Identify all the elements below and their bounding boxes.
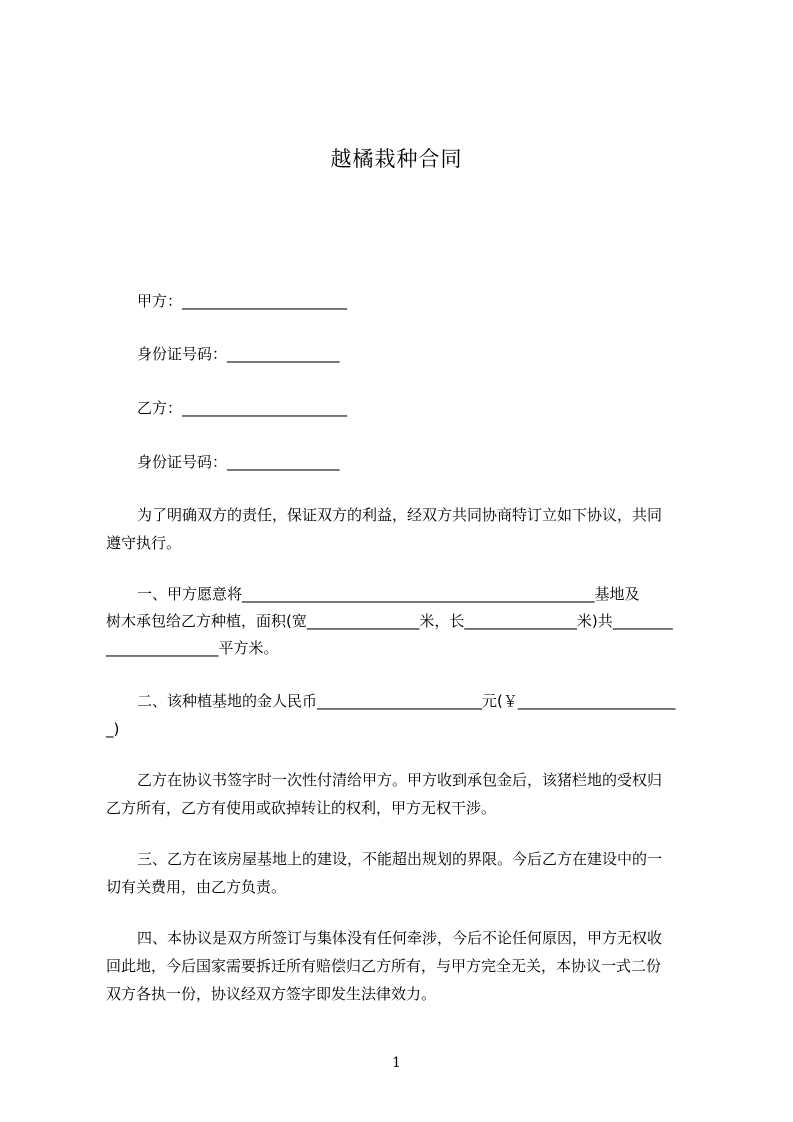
page-number: 1 bbox=[392, 1055, 401, 1071]
clause-4-line-1: 四、本协议是双方所签订与集体没有任何牵涉，今后不论任何原因，甲方无权收 bbox=[137, 929, 663, 947]
document-title: 越橘栽种合同 bbox=[330, 147, 463, 171]
party-a-line: 甲方：______________________ bbox=[137, 292, 348, 310]
clause-4-line-3: 双方各执一份，协议经双方签字即发生法律效力。 bbox=[106, 985, 437, 1003]
clause-4-line-2: 回此地，今后国家需要拆迁所有赔偿归乙方所有，与甲方完全无关，本协议一式二份 bbox=[106, 957, 662, 975]
clause-2-line-1: 二、该种植基地的金人民币______________________元(￥_____________________ bbox=[137, 692, 676, 710]
clause-2b-line-1: 乙方在协议书签字时一次性付清给甲方。甲方收到承包金后，该猪栏地的受权归 bbox=[137, 771, 663, 789]
clause-3-line-2: 切有关费用，由乙方负责。 bbox=[106, 878, 287, 896]
clause-2-line-2: _) bbox=[106, 720, 120, 738]
clause-1-line-2: 树木承包给乙方种植，面积(宽_______________米，长_______________米)共________ bbox=[106, 612, 673, 630]
party-b-line: 乙方：______________________ bbox=[137, 399, 348, 417]
clause-1-line-1: 一、甲方愿意将_______________________________________________基地及 bbox=[137, 585, 640, 603]
intro-line-2: 遵守执行。 bbox=[106, 534, 182, 552]
clause-2b-line-2: 乙方所有，乙方有使用或砍掉转让的权利，甲方无权干涉。 bbox=[106, 799, 497, 817]
party-a-id-line: 身份证号码：_______________ bbox=[137, 345, 340, 363]
clause-1-line-3: _______________平方米。 bbox=[106, 639, 279, 657]
party-b-id-line: 身份证号码：_______________ bbox=[137, 453, 340, 471]
intro-line-1: 为了明确双方的责任，保证双方的利益，经双方共同协商特订立如下协议，共同 bbox=[137, 506, 663, 524]
clause-3-line-1: 三、乙方在该房屋基地上的建设，不能超出规划的界限。今后乙方在建设中的一 bbox=[137, 850, 663, 868]
